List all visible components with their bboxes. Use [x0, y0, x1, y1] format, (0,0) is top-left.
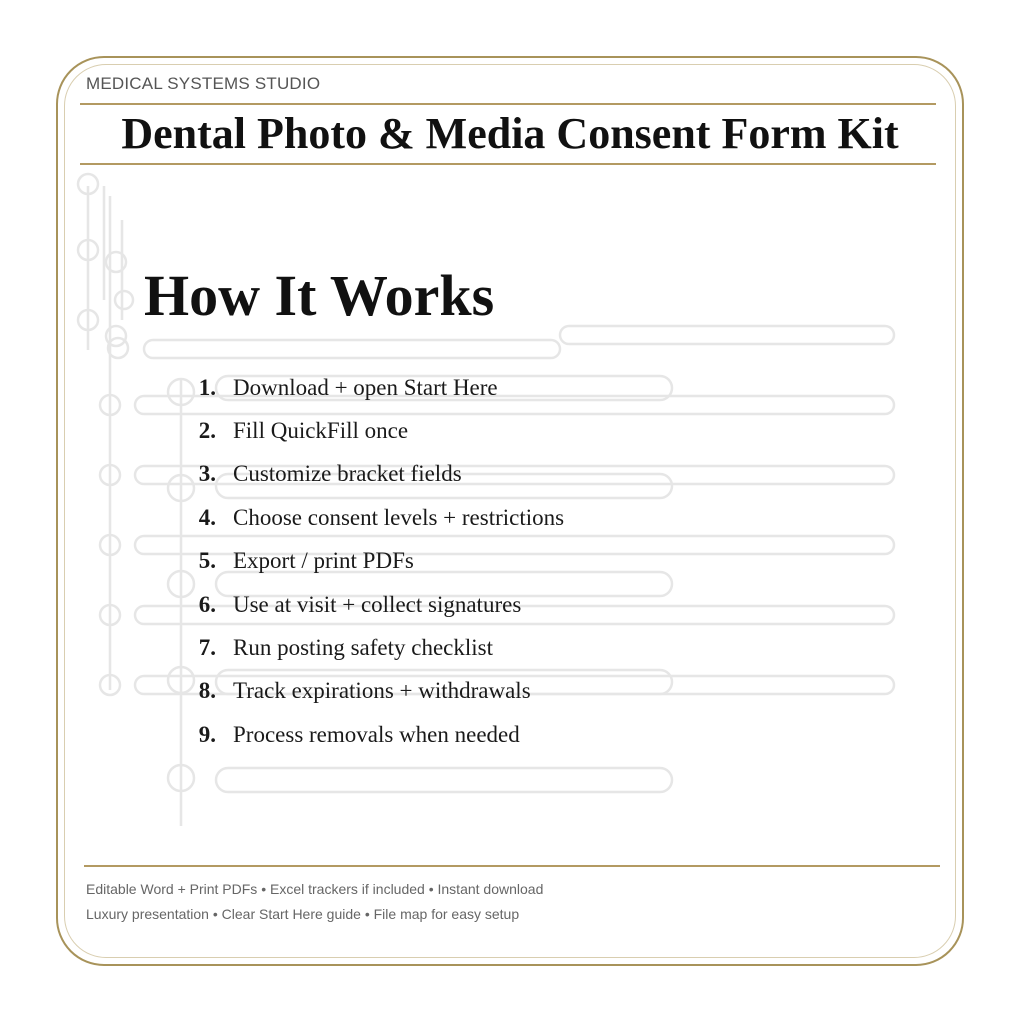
step-item — [170, 366, 564, 409]
page-title: Dental Photo & Media Consent Form Kit — [121, 109, 899, 158]
step-number: 7. — [198, 635, 216, 661]
step-item — [170, 453, 564, 496]
section-heading: How It Works — [144, 262, 504, 330]
step-number: 2. — [198, 418, 216, 444]
step-item — [170, 583, 564, 626]
step-item — [170, 626, 564, 669]
footer-line-1: Editable Word + Print PDFs • Excel trackers if included • Instant download — [86, 881, 544, 897]
step-text: Customize bracket fields — [233, 461, 462, 487]
step-item — [170, 670, 564, 713]
step-text: Run posting safety checklist — [233, 635, 493, 661]
footer-line-2: Luxury presentation • Clear Start Here guide • File map for easy setup — [86, 906, 520, 922]
step-text: Download + open Start Here — [233, 374, 498, 400]
footer — [86, 880, 543, 930]
step-number: 6. — [198, 591, 216, 617]
step-number: 4. — [198, 504, 216, 530]
step-text: Export / print PDFs — [233, 548, 414, 574]
step-number: 8. — [198, 678, 216, 704]
step-number: 9. — [198, 721, 216, 747]
step-number: 3. — [198, 461, 216, 487]
step-text: Use at visit + collect signatures — [233, 591, 522, 617]
step-text: Choose consent levels + restrictions — [233, 504, 565, 530]
title-top-rule — [80, 103, 936, 105]
step-text: Track expirations + withdrawals — [233, 678, 531, 704]
step-item — [170, 540, 564, 583]
step-item — [170, 713, 564, 756]
step-item — [170, 496, 564, 539]
step-number: 5. — [198, 548, 216, 574]
footer-rule — [84, 865, 940, 867]
title-bottom-rule — [80, 163, 936, 165]
steps-list — [170, 366, 564, 757]
step-number: 1. — [198, 374, 216, 400]
brand-name: MEDICAL SYSTEMS STUDIO — [86, 74, 321, 93]
step-text: Process removals when needed — [233, 721, 520, 747]
step-item — [170, 409, 564, 452]
step-text: Fill QuickFill once — [233, 418, 409, 444]
